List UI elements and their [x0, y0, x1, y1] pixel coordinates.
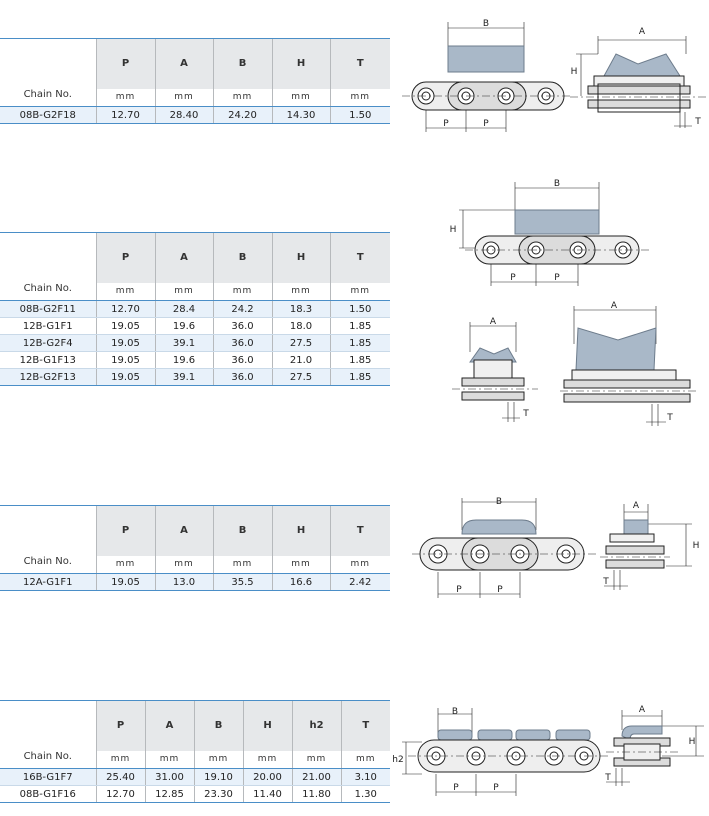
value-cell: 1.50 — [330, 107, 390, 124]
value-cell: 2.42 — [330, 574, 390, 591]
value-cell: 27.5 — [272, 335, 330, 352]
diagram-chain-12b-g2f4-end — [560, 300, 700, 432]
value-cell: 19.6 — [155, 352, 213, 369]
col-header-h2: h2 — [292, 701, 341, 751]
value-cell: 36.0 — [213, 335, 272, 352]
value-cell: 31.00 — [145, 769, 194, 786]
dim-label-t: T — [603, 577, 609, 587]
spec-table-3 — [0, 505, 390, 591]
value-cell: 36.0 — [213, 318, 272, 335]
unit-cell: mm — [155, 283, 213, 301]
value-cell: 19.10 — [194, 769, 243, 786]
value-cell: 24.20 — [213, 107, 272, 124]
table-row — [0, 335, 390, 352]
col-header-t: T — [330, 233, 390, 283]
diagram-chain-08b-g2f18-end — [568, 14, 709, 134]
value-cell: 13.0 — [155, 574, 213, 591]
dim-label-h2: h2 — [392, 755, 404, 765]
chain-no-cell: 08B-G2F11 — [0, 301, 96, 318]
value-cell: 12.70 — [96, 301, 155, 318]
dim-label-t: T — [605, 773, 611, 783]
dim-label-p: P — [554, 273, 560, 283]
value-cell: 39.1 — [155, 369, 213, 386]
value-cell: 1.85 — [330, 318, 390, 335]
value-cell: 36.0 — [213, 352, 272, 369]
chain-no-header: Chain No. — [0, 233, 96, 301]
unit-cell: mm — [155, 556, 213, 574]
diagram-chain-12b-g1f1-end — [450, 312, 540, 428]
col-header-t: T — [330, 506, 390, 556]
value-cell: 20.00 — [243, 769, 292, 786]
col-header-b: B — [213, 506, 272, 556]
table-row — [0, 574, 390, 591]
chain-no-cell: 08B-G2F18 — [0, 107, 96, 124]
dim-label-t: T — [523, 409, 529, 419]
col-header-p: P — [96, 506, 155, 556]
value-cell: 28.4 — [155, 301, 213, 318]
chain-no-cell: 16B-G1F7 — [0, 769, 96, 786]
dim-label-p: P — [493, 783, 499, 793]
unit-cell: mm — [96, 89, 155, 107]
value-cell: 19.05 — [96, 335, 155, 352]
value-cell: 18.0 — [272, 318, 330, 335]
table-row — [0, 107, 390, 124]
dim-label-b: B — [451, 707, 459, 717]
dim-label-h: H — [449, 225, 457, 235]
chain-no-cell: 12B-G2F13 — [0, 369, 96, 386]
unit-cell: mm — [155, 89, 213, 107]
value-cell: 1.85 — [330, 352, 390, 369]
dim-label-t: T — [667, 413, 673, 423]
value-cell: 39.1 — [155, 335, 213, 352]
col-header-a: A — [145, 701, 194, 751]
unit-cell: mm — [96, 751, 145, 769]
col-header-b: B — [213, 233, 272, 283]
col-header-p: P — [96, 233, 155, 283]
value-cell: 19.6 — [155, 318, 213, 335]
value-cell: 1.85 — [330, 335, 390, 352]
dim-label-a: A — [638, 27, 646, 37]
diagram-chain-08b-g2f11-side — [445, 178, 655, 290]
col-header-t: T — [330, 39, 390, 89]
unit-cell: mm — [341, 751, 390, 769]
col-header-a: A — [155, 39, 213, 89]
col-header-h: H — [272, 506, 330, 556]
chain-no-cell: 12B-G1F1 — [0, 318, 96, 335]
unit-cell: mm — [145, 751, 194, 769]
value-cell: 21.00 — [292, 769, 341, 786]
unit-cell: mm — [194, 751, 243, 769]
dim-label-b: B — [482, 19, 490, 29]
col-header-b: B — [194, 701, 243, 751]
dim-label-b: B — [553, 179, 561, 189]
table-row — [0, 318, 390, 335]
unit-cell: mm — [292, 751, 341, 769]
dim-label-t: T — [695, 117, 701, 127]
chain-no-header: Chain No. — [0, 506, 96, 574]
value-cell: 36.0 — [213, 369, 272, 386]
dim-label-p: P — [510, 273, 516, 283]
value-cell: 11.40 — [243, 786, 292, 803]
value-cell: 11.80 — [292, 786, 341, 803]
table-row — [0, 369, 390, 386]
unit-cell: mm — [330, 283, 390, 301]
col-header-p: P — [96, 701, 145, 751]
value-cell: 1.30 — [341, 786, 390, 803]
unit-cell: mm — [330, 89, 390, 107]
dim-label-p: P — [453, 783, 459, 793]
value-cell: 19.05 — [96, 318, 155, 335]
spec-table-4 — [0, 700, 390, 803]
unit-cell: mm — [96, 556, 155, 574]
value-cell: 24.2 — [213, 301, 272, 318]
unit-cell: mm — [96, 283, 155, 301]
dim-label-p: P — [497, 585, 503, 595]
dim-label-b: B — [495, 497, 503, 507]
dim-label-h: H — [692, 541, 700, 551]
col-header-b: B — [213, 39, 272, 89]
value-cell: 21.0 — [272, 352, 330, 369]
dim-label-p: P — [443, 119, 449, 129]
unit-cell: mm — [272, 556, 330, 574]
dim-label-a: A — [638, 705, 646, 715]
col-header-h: H — [272, 39, 330, 89]
value-cell: 18.3 — [272, 301, 330, 318]
value-cell: 35.5 — [213, 574, 272, 591]
diagram-chain-16b-g1f7-side — [392, 700, 612, 810]
value-cell: 23.30 — [194, 786, 243, 803]
diagram-chain-12a-g1f1-side — [410, 490, 600, 602]
col-header-h: H — [272, 233, 330, 283]
spec-table-2 — [0, 232, 390, 386]
chain-no-cell: 12A-G1F1 — [0, 574, 96, 591]
col-header-p: P — [96, 39, 155, 89]
chain-no-cell: 12B-G2F4 — [0, 335, 96, 352]
chain-no-cell: 12B-G1F13 — [0, 352, 96, 369]
dim-label-a: A — [610, 301, 618, 311]
value-cell: 25.40 — [96, 769, 145, 786]
unit-cell: mm — [213, 283, 272, 301]
table-row — [0, 352, 390, 369]
value-cell: 1.50 — [330, 301, 390, 318]
dim-label-a: A — [632, 501, 640, 511]
value-cell: 16.6 — [272, 574, 330, 591]
unit-cell: mm — [272, 283, 330, 301]
dim-label-p: P — [483, 119, 489, 129]
diagram-chain-12a-g1f1-end — [600, 490, 700, 602]
table-row — [0, 301, 390, 318]
spec-table-1 — [0, 38, 390, 124]
table-row — [0, 786, 390, 803]
dim-label-p: P — [456, 585, 462, 595]
dim-label-h: H — [688, 737, 696, 747]
value-cell: 1.85 — [330, 369, 390, 386]
table-row — [0, 769, 390, 786]
value-cell: 19.05 — [96, 352, 155, 369]
value-cell: 3.10 — [341, 769, 390, 786]
chain-no-header: Chain No. — [0, 39, 96, 107]
dim-label-h: H — [570, 67, 578, 77]
unit-cell: mm — [272, 89, 330, 107]
value-cell: 27.5 — [272, 369, 330, 386]
diagram-chain-16b-g1f7-end — [600, 700, 708, 810]
value-cell: 19.05 — [96, 369, 155, 386]
col-header-a: A — [155, 233, 213, 283]
col-header-h: H — [243, 701, 292, 751]
dim-label-a: A — [489, 317, 497, 327]
unit-cell: mm — [243, 751, 292, 769]
value-cell: 28.40 — [155, 107, 213, 124]
unit-cell: mm — [330, 556, 390, 574]
value-cell: 14.30 — [272, 107, 330, 124]
chain-no-cell: 08B-G1F16 — [0, 786, 96, 803]
value-cell: 12.70 — [96, 107, 155, 124]
unit-cell: mm — [213, 89, 272, 107]
chain-no-header: Chain No. — [0, 701, 96, 769]
diagram-chain-08b-g2f18-side — [400, 14, 575, 134]
col-header-a: A — [155, 506, 213, 556]
col-header-t: T — [341, 701, 390, 751]
value-cell: 19.05 — [96, 574, 155, 591]
value-cell: 12.70 — [96, 786, 145, 803]
value-cell: 12.85 — [145, 786, 194, 803]
unit-cell: mm — [213, 556, 272, 574]
